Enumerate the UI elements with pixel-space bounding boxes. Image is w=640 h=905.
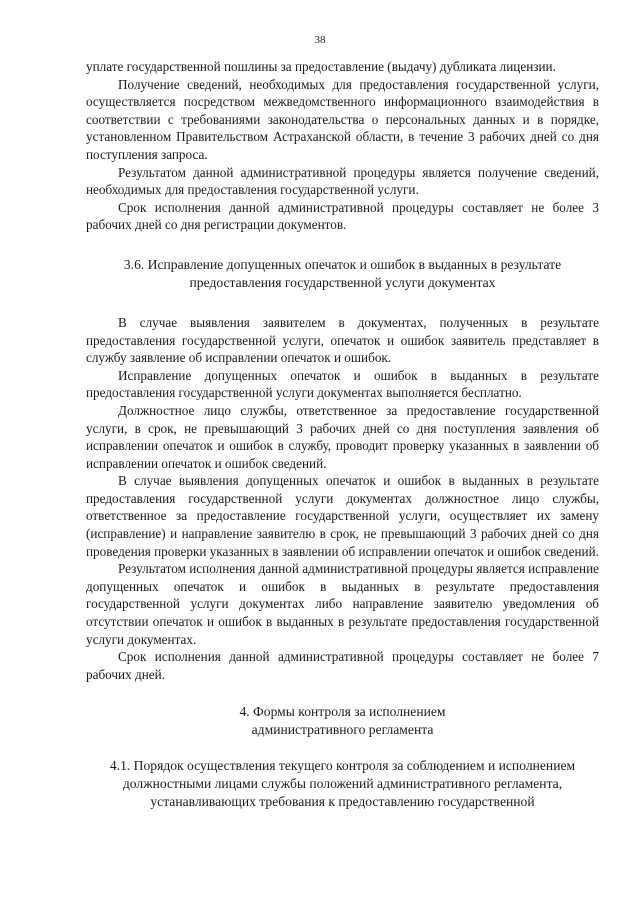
paragraph: Исправление допущенных опечаток и ошибок в выданных в результате предоставления государственной услуги документах выполняется бесплатно.: [86, 367, 599, 401]
paragraph: В случае выявления заявителем в документах, полученных в результате предоставления государственной услуги, опечаток и ошибок заявитель представляет в службу заявление об исправлении опечаток и ошибок.: [86, 314, 599, 366]
paragraph: Срок исполнения данной административной процедуры составляет не более 3 рабочих дней со дня регистрации документов.: [86, 199, 599, 233]
subsection-heading-4-1: 4.1. Порядок осуществления текущего контроля за соблюдением и исполнением должностными лицами службы положений административного регламента, устанавливающих требования к предоставлению государственной: [109, 758, 576, 810]
paragraph: Результатом исполнения данной административной процедуры является исправление допущенных опечаток и ошибок в выданных в результате предоставления государственной услуги документах либо направление заявителю уведомления об отсутствии опечаток и ошибок в выданных в результате предоставления государственной услуги документах.: [86, 561, 599, 647]
section-heading-3-6: 3.6. Исправление допущенных опечаток и ошибок в выданных в результате предоставления государственной услуги документах: [123, 256, 562, 290]
section-heading-4-line2: административного регламента: [251, 722, 434, 738]
paragraph: Срок исполнения данной административной процедуры составляет не более 7 рабочих дней.: [86, 649, 599, 682]
document-body: [86, 58, 599, 811]
section-heading-4: [86, 703, 599, 739]
paragraph: Результатом данной административной процедуры является получение сведений, необходимых для предоставления государственной услуги.: [86, 164, 599, 198]
paragraph: Получение сведений, необходимых для предоставления государственной услуги, осуществляется посредством межведомственного информационного взаимодействия в соответствии с требованиями законодательства о персональных данных и в порядке, установленном Правительством Астраханской области, в течение 3 рабочих дней со дня поступления запроса.: [86, 76, 599, 162]
section-heading-4-line1: 4. Формы контроля за исполнением: [239, 704, 446, 720]
paragraph: В случае выявления допущенных опечаток и ошибок в выданных в результате предоставления государственной услуги документах должностное лицо службы, ответственное за предоставление государственной услуги, осуществляет их замену (исправление) и направление заявителю в срок, не превышающий 3 рабочих дней со дня проведения проверки указанных в заявлении об исправлении опечаток и ошибок сведений.: [86, 473, 599, 559]
paragraph: Должностное лицо службы, ответственное за предоставление государственной услуги, в срок, не превышающий 3 рабочих дней со дня поступления заявления об исправлении опечаток и ошибок в службу, проводит проверку указанных в заявлении об исправлении опечаток и ошибок сведений.: [86, 402, 599, 471]
page-number: 38: [314, 34, 326, 46]
paragraph: уплате государственной пошлины за предоставление (выдачу) дубликата лицензии.: [86, 59, 556, 74]
